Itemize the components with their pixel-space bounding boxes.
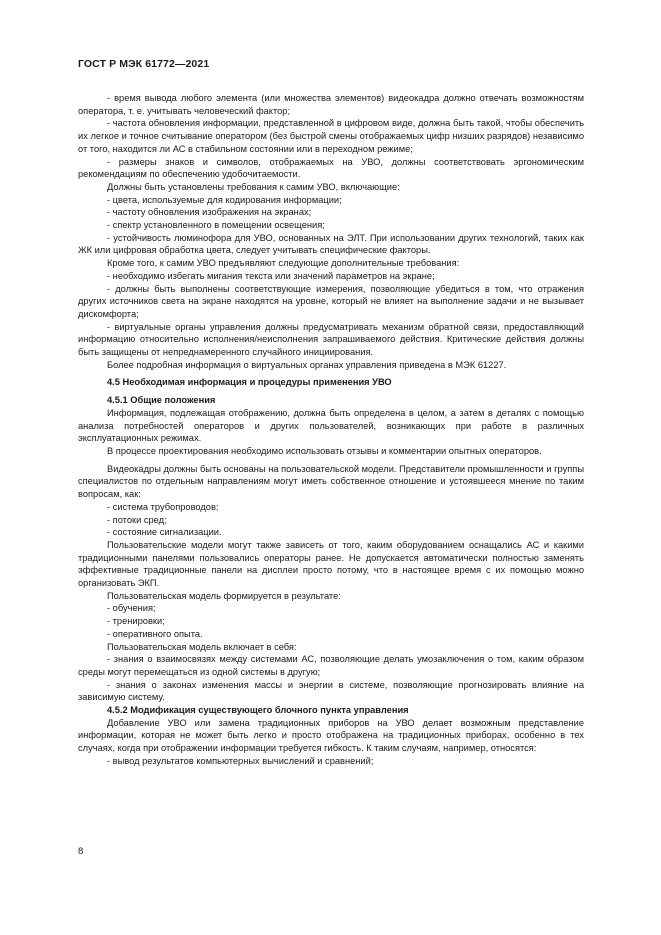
- paragraph: В процессе проектирования необходимо использовать отзывы и комментарии опытных операторов.: [107, 445, 542, 456]
- list-item: - необходимо избегать мигания текста или значений параметров на экране;: [107, 270, 435, 281]
- paragraph: Информация, подлежащая отображению, должна быть определена в целом, а затем в деталях с помощью анализа потребностей операторов и других пользователей, возникающих при работе в различных эксплуатационных режимах.: [78, 407, 584, 444]
- list-item: - состояние сигнализации.: [107, 527, 222, 538]
- paragraph: Должны быть установлены требования к самим УВО, включающие:: [107, 181, 400, 192]
- list-item: - устойчивость люминофора для УВО, основанных на ЭЛТ. При использовании других технологий, таких как ЖК или цифровая обработка цвета, следует учитывать специфические факторы.: [78, 232, 584, 256]
- page-body: [78, 92, 584, 768]
- paragraph: Пользовательская модель включает в себя:: [107, 641, 297, 652]
- subsection-heading: 4.5.1 Общие положения: [107, 395, 216, 406]
- section-heading: 4.5 Необходимая информация и процедуры применения УВО: [107, 377, 392, 388]
- list-item: - тренировки;: [107, 616, 165, 627]
- list-item: - потоки сред;: [107, 514, 167, 525]
- paragraph: - размеры знаков и символов, отображаемых на УВО, должны соответствовать эргономическим рекомендациям по обеспечению удобочитаемости.: [78, 156, 584, 180]
- subsection-heading: 4.5.2 Модификация существующего блочного пункта управления: [107, 705, 409, 716]
- list-item: - цвета, используемые для кодирования информации;: [107, 194, 342, 205]
- list-item: - обучения;: [107, 603, 156, 614]
- paragraph: Более подробная информация о виртуальных органах управления приведена в МЭК 61227.: [107, 359, 507, 370]
- paragraph: Добавление УВО или замена традиционных приборов на УВО делает возможным представление информации, которая не может быть легко и просто отображена на традиционных приборах, особенно в тех случаях, когда при отображении информации требуется гибкость. К таким случаям, например, относятся:: [78, 717, 584, 754]
- list-item: - виртуальные органы управления должны предусматривать механизм обратной связи, предоставляющий информацию относительно исполнения/неисполнения запрашиваемого действия. Критические действия должны быть защищены от непреднамеренного случайного инициирования.: [78, 321, 584, 358]
- list-item: - частоту обновления изображения на экранах;: [107, 207, 312, 218]
- list-item: - система трубопроводов;: [107, 501, 219, 512]
- paragraph: - время вывода любого элемента (или множества элементов) видеокадра должно отвечать возможностям оператора, т. е. учитывать человеческий фактор;: [78, 93, 584, 116]
- list-item: - спектр установленного в помещении освещения;: [107, 220, 325, 231]
- list-item: - оперативного опыта.: [107, 628, 203, 639]
- paragraph: Пользовательская модель формируется в результате:: [107, 590, 341, 601]
- paragraph: - частота обновления информации, представленной в цифровом виде, должна быть такой, чтобы обеспечить их легкое и точное считывание оператором (без быстрой смены отображаемых цифр низших разрядов) независимо от того, находится ли АС в стабильном состоянии или в переходном режиме;: [78, 118, 584, 154]
- standard-header: ГОСТ Р МЭК 61772—2021: [78, 58, 210, 70]
- list-item: - знания о взаимосвязях между системами АС, позволяющие делать умозаключения о том, каким образом среды могут перемещаться из одной системы в другую;: [78, 654, 584, 677]
- list-item: - вывод результатов компьютерных вычислений и сравнений;: [107, 755, 374, 766]
- page-number: 8: [78, 846, 84, 857]
- paragraph: Видеокадры должны быть основаны на пользовательской модели. Представители промышленности и группы специалистов по отдельным направлениям могут иметь собственное отношение и устоявшееся мнение по таким вопросам, как:: [78, 463, 584, 500]
- paragraph: Кроме того, к самим УВО предъявляют следующие дополнительные требования:: [107, 258, 460, 269]
- list-item: - должны быть выполнены соответствующие измерения, позволяющие убедиться в том, что отражения других источников света на экране находятся на уровне, который не влияет на выполнение задачи и не вызывает дискомфорта;: [78, 283, 584, 319]
- list-item: - знания о законах изменения массы и энергии в системе, позволяющие прогнозировать влияние на зависимую систему.: [78, 679, 584, 703]
- paragraph: Пользовательские модели могут также зависеть от того, каким оборудованием оснащались АС и какими традиционными панелями пользовались операторы ранее. Не допускается автоматически полностью заменять эффективные традиционные панели на дисплеи просто потому, что в настоящее время с их помощью можно организовать ЭКП.: [78, 539, 584, 589]
